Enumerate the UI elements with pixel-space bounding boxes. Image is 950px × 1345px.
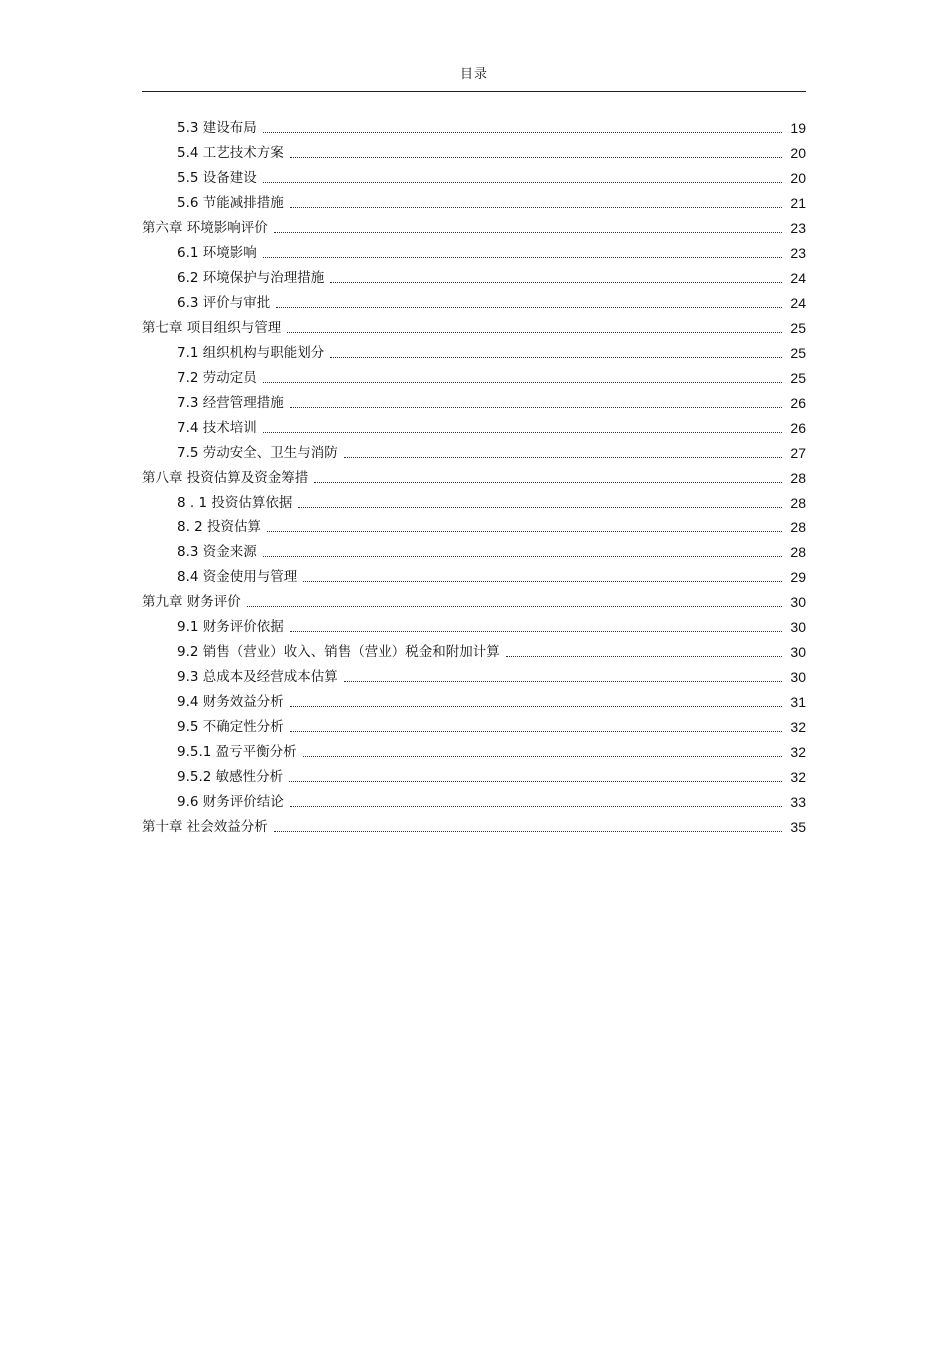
toc-entry-page-number: 26 — [790, 394, 806, 411]
toc-entry-page-number: 31 — [790, 694, 806, 711]
toc-chapter-entry[interactable] — [142, 590, 806, 615]
toc-entry-page-number: 23 — [790, 220, 806, 237]
toc-entry-page-number: 28 — [790, 469, 806, 486]
toc-chapter-entry[interactable] — [142, 316, 806, 341]
toc-section-entry[interactable] — [142, 241, 806, 266]
toc-entry-title: 第六章 环境影响评价 — [142, 220, 268, 237]
toc-dot-leader — [330, 357, 782, 358]
toc-dot-leader — [290, 631, 782, 632]
toc-entry-title: 8 . 1 投资估算依据 — [177, 494, 293, 511]
toc-entry-page-number: 29 — [790, 569, 806, 586]
toc-dot-leader — [263, 257, 782, 258]
toc-entry-page-number: 24 — [790, 270, 806, 287]
toc-section-entry[interactable] — [142, 340, 806, 365]
toc-entry-title: 第十章 社会效益分析 — [142, 818, 268, 835]
toc-chapter-entry[interactable] — [142, 216, 806, 241]
toc-entry-title: 7.3 经营管理措施 — [177, 394, 284, 411]
toc-entry-title: 7.2 劳动定员 — [177, 369, 257, 386]
toc-entry-page-number: 25 — [790, 344, 806, 361]
toc-section-entry[interactable] — [142, 690, 806, 715]
toc-entry-page-number: 25 — [790, 369, 806, 386]
toc-dot-leader — [290, 806, 782, 807]
toc-dot-leader — [263, 382, 782, 383]
toc-dot-leader — [344, 457, 782, 458]
toc-section-entry[interactable] — [142, 565, 806, 590]
toc-dot-leader — [289, 781, 782, 782]
toc-entry-title: 9.4 财务效益分析 — [177, 694, 284, 711]
toc-entry-title: 9.5.1 盈亏平衡分析 — [177, 743, 297, 760]
toc-entry-title: 9.5.2 敏感性分析 — [177, 768, 284, 785]
toc-entry-title: 9.6 财务评价结论 — [177, 793, 284, 810]
toc-entry-title: 第七章 项目组织与管理 — [142, 319, 282, 336]
toc-section-entry[interactable] — [142, 291, 806, 316]
toc-entry-title: 7.4 技术培训 — [177, 419, 257, 436]
toc-entry-page-number: 19 — [790, 120, 806, 137]
toc-section-entry[interactable] — [142, 764, 806, 789]
toc-dot-leader — [303, 756, 782, 757]
toc-entry-page-number: 28 — [790, 519, 806, 536]
toc-entry-title: 第九章 财务评价 — [142, 594, 241, 611]
toc-entry-page-number: 32 — [790, 718, 806, 735]
toc-entry-title: 7.1 组织机构与职能划分 — [177, 344, 325, 361]
toc-entry-page-number: 27 — [790, 444, 806, 461]
toc-dot-leader — [263, 132, 782, 133]
toc-entry-page-number: 24 — [790, 295, 806, 312]
toc-entry-title: 6.1 环境影响 — [177, 245, 257, 262]
toc-dot-leader — [263, 556, 782, 557]
toc-entry-title: 5.6 节能减排措施 — [177, 195, 284, 212]
toc-entry-page-number: 30 — [790, 594, 806, 611]
toc-entry-title: 6.3 评价与审批 — [177, 295, 271, 312]
toc-entry-title: 第八章 投资估算及资金筹措 — [142, 469, 309, 486]
toc-dot-leader — [276, 307, 782, 308]
toc-section-entry[interactable] — [142, 715, 806, 740]
toc-dot-leader — [287, 332, 782, 333]
toc-chapter-entry[interactable] — [142, 465, 806, 490]
toc-entry-title: 5.3 建设布局 — [177, 120, 257, 137]
toc-section-entry[interactable] — [142, 739, 806, 764]
toc-entry-page-number: 20 — [790, 170, 806, 187]
toc-section-entry[interactable] — [142, 665, 806, 690]
toc-dot-leader — [274, 831, 782, 832]
toc-chapter-entry[interactable] — [142, 814, 806, 839]
toc-entry-title: 9.2 销售（营业）收入、销售（营业）税金和附加计算 — [177, 644, 500, 661]
toc-entry-title: 5.5 设备建设 — [177, 170, 257, 187]
toc-dot-leader — [330, 282, 782, 283]
toc-entry-page-number: 32 — [790, 768, 806, 785]
toc-entry-title: 8.3 资金来源 — [177, 544, 257, 561]
toc-section-entry[interactable] — [142, 789, 806, 814]
toc-entry-page-number: 26 — [790, 419, 806, 436]
toc-entry-page-number: 32 — [790, 743, 806, 760]
toc-section-entry[interactable] — [142, 640, 806, 665]
toc-entry-page-number: 33 — [790, 793, 806, 810]
toc-dot-leader — [344, 681, 782, 682]
toc-entry-page-number: 25 — [790, 319, 806, 336]
toc-section-entry[interactable] — [142, 365, 806, 390]
toc-section-entry[interactable] — [142, 116, 806, 141]
toc-entry-page-number: 28 — [790, 494, 806, 511]
table-of-contents — [142, 116, 806, 839]
toc-entry-page-number: 20 — [790, 145, 806, 162]
toc-dot-leader — [303, 581, 782, 582]
toc-entry-title: 7.5 劳动安全、卫生与消防 — [177, 444, 338, 461]
toc-entry-page-number: 35 — [790, 818, 806, 835]
toc-entry-page-number: 30 — [790, 644, 806, 661]
page-header — [142, 64, 806, 92]
toc-entry-title: 9.3 总成本及经营成本估算 — [177, 669, 338, 686]
toc-dot-leader — [290, 207, 782, 208]
toc-entry-title: 6.2 环境保护与治理措施 — [177, 270, 325, 287]
toc-entry-page-number: 30 — [790, 669, 806, 686]
toc-section-entry[interactable] — [142, 191, 806, 216]
toc-dot-leader — [247, 606, 782, 607]
toc-section-entry[interactable] — [142, 390, 806, 415]
toc-section-entry[interactable] — [142, 166, 806, 191]
toc-entry-title: 9.1 财务评价依据 — [177, 619, 284, 636]
toc-dot-leader — [267, 531, 782, 532]
toc-entry-page-number: 30 — [790, 619, 806, 636]
toc-section-entry[interactable] — [142, 615, 806, 640]
toc-section-entry[interactable] — [142, 540, 806, 565]
toc-entry-title: 5.4 工艺技术方案 — [177, 145, 284, 162]
toc-entry-title: 8. 2 投资估算 — [177, 519, 262, 536]
toc-dot-leader — [263, 432, 782, 433]
toc-section-entry[interactable] — [142, 515, 806, 540]
toc-section-entry[interactable] — [142, 415, 806, 440]
toc-dot-leader — [298, 507, 782, 508]
toc-section-entry[interactable] — [142, 490, 806, 515]
toc-dot-leader — [290, 407, 782, 408]
toc-dot-leader — [290, 157, 782, 158]
toc-entry-page-number: 23 — [790, 245, 806, 262]
toc-section-entry[interactable] — [142, 266, 806, 291]
toc-dot-leader — [290, 731, 782, 732]
toc-dot-leader — [290, 706, 782, 707]
toc-entry-page-number: 21 — [790, 195, 806, 212]
toc-dot-leader — [263, 182, 782, 183]
toc-entry-title: 8.4 资金使用与管理 — [177, 569, 298, 586]
toc-section-entry[interactable] — [142, 440, 806, 465]
toc-section-entry[interactable] — [142, 141, 806, 166]
page-header-title: 目录 — [459, 67, 488, 82]
toc-dot-leader — [274, 232, 782, 233]
toc-entry-title: 9.5 不确定性分析 — [177, 718, 284, 735]
toc-dot-leader — [314, 482, 782, 483]
toc-entry-page-number: 28 — [790, 544, 806, 561]
toc-dot-leader — [506, 656, 782, 657]
